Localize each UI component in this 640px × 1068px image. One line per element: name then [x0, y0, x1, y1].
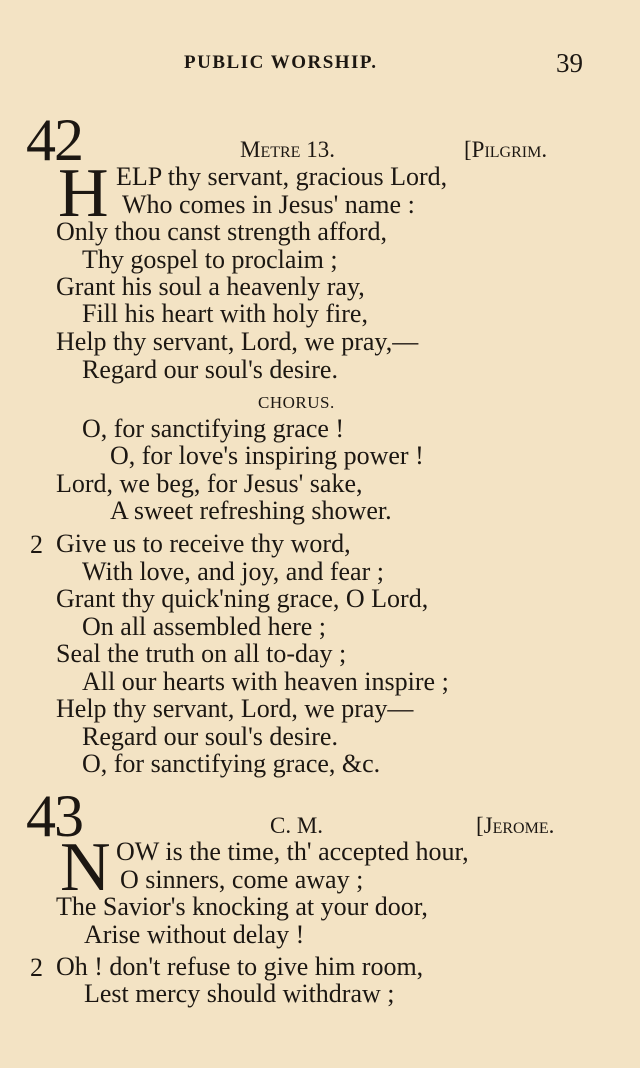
- verse-number: 2: [30, 953, 43, 982]
- verse-line: On all assembled here ;: [82, 612, 327, 641]
- chorus-line: Lord, we beg, for Jesus' sake,: [56, 469, 363, 498]
- hymn-tune: [Pilgrim.: [464, 137, 548, 162]
- drop-cap: N: [60, 829, 111, 906]
- chorus-line: A sweet refreshing shower.: [110, 496, 392, 525]
- verse-line: The Savior's knocking at your door,: [56, 892, 428, 921]
- verse-line: Grant his soul a heavenly ray,: [56, 272, 365, 301]
- verse-line: Seal the truth on all to-day ;: [56, 639, 347, 668]
- hymn-tune: [Jerome.: [476, 813, 555, 838]
- verse-line: Thy gospel to proclaim ;: [82, 245, 338, 274]
- hymn-metre: C. M.: [270, 813, 324, 838]
- running-title: PUBLIC WORSHIP.: [184, 52, 378, 73]
- verse-line: O, for sanctifying grace, &c.: [82, 749, 381, 778]
- chorus-line: O, for love's inspiring power !: [110, 441, 424, 470]
- verse-line: O sinners, come away ;: [120, 865, 364, 894]
- running-head: [0, 48, 640, 82]
- verse-line: All our hearts with heaven inspire ;: [82, 667, 449, 696]
- verse-line: Fill his heart with holy fire,: [82, 299, 368, 328]
- verse-line: Regard our soul's desire.: [82, 355, 338, 384]
- verse-line: ELP thy servant, gracious Lord,: [116, 162, 448, 191]
- verse-line: Regard our soul's desire.: [82, 722, 338, 751]
- verse-line: Who comes in Jesus' name :: [122, 190, 415, 219]
- verse-line: Oh ! don't refuse to give him room,: [56, 952, 424, 981]
- verse-number: 2: [30, 530, 43, 559]
- verse-line: Help thy servant, Lord, we pray,—: [56, 327, 419, 356]
- hymn-metre: Metre 13.: [240, 137, 335, 162]
- verse-line: With love, and joy, and fear ;: [82, 557, 384, 586]
- chorus-label: CHORUS.: [258, 393, 335, 412]
- verse-line: Only thou canst strength afford,: [56, 217, 387, 246]
- hymn-number: 42: [26, 107, 82, 173]
- page-number: 39: [556, 48, 583, 78]
- hymn-number: 43: [26, 783, 82, 849]
- verse-line: Arise without delay !: [84, 920, 305, 949]
- verse-line: Grant thy quick'ning grace, O Lord,: [56, 584, 429, 613]
- chorus-line: O, for sanctifying grace !: [82, 414, 345, 443]
- verse-line: Help thy servant, Lord, we pray—: [56, 694, 414, 723]
- verse-line: Give us to receive thy word,: [56, 529, 351, 558]
- verse-line: Lest mercy should withdraw ;: [84, 979, 395, 1008]
- drop-cap: H: [58, 155, 109, 232]
- verse-line: OW is the time, th' accepted hour,: [116, 837, 469, 866]
